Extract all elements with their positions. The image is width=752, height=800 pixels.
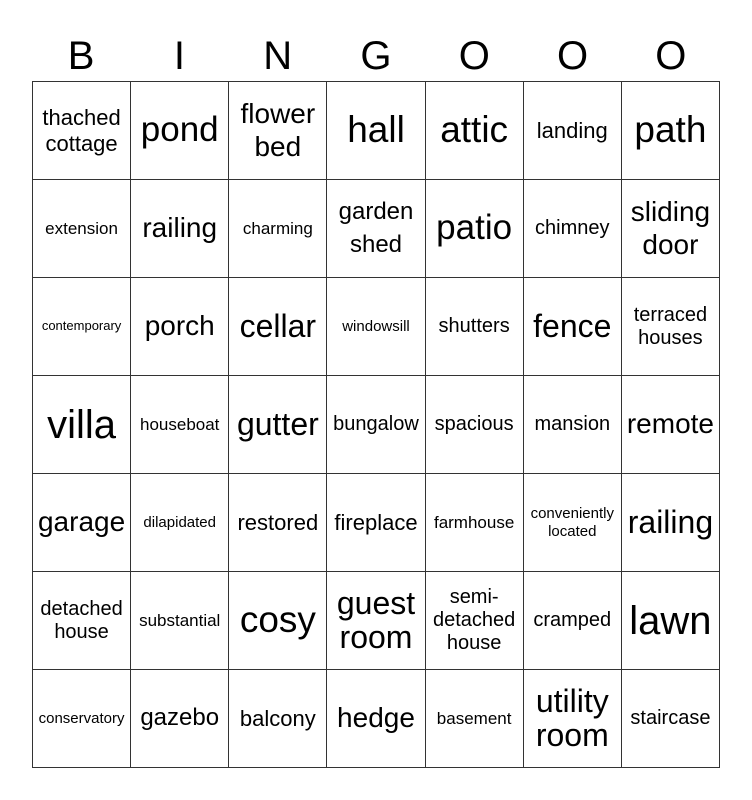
bingo-header bbox=[32, 30, 720, 82]
bingo-cell[interactable]: patio bbox=[426, 180, 524, 278]
bingo-cell[interactable]: cramped bbox=[524, 572, 622, 670]
bingo-cell[interactable]: utility room bbox=[524, 670, 622, 768]
bingo-cell[interactable]: thached cottage bbox=[33, 82, 131, 180]
bingo-cell[interactable]: farmhouse bbox=[426, 474, 524, 572]
bingo-cell[interactable]: attic bbox=[426, 82, 524, 180]
bingo-cell[interactable]: staircase bbox=[622, 670, 720, 768]
bingo-cell[interactable]: windowsill bbox=[327, 278, 425, 376]
bingo-cell[interactable]: railing bbox=[131, 180, 229, 278]
bingo-cell[interactable]: semi-detached house bbox=[426, 572, 524, 670]
bingo-cell[interactable]: contemporary bbox=[33, 278, 131, 376]
bingo-cell[interactable]: garden shed bbox=[327, 180, 425, 278]
bingo-cell[interactable]: dilapidated bbox=[131, 474, 229, 572]
bingo-cell[interactable]: charming bbox=[229, 180, 327, 278]
bingo-cell[interactable]: detached house bbox=[33, 572, 131, 670]
bingo-cell[interactable]: mansion bbox=[524, 376, 622, 474]
bingo-cell[interactable]: porch bbox=[131, 278, 229, 376]
bingo-cell[interactable]: hall bbox=[327, 82, 425, 180]
bingo-cell[interactable]: lawn bbox=[622, 572, 720, 670]
bingo-cell[interactable]: cosy bbox=[229, 572, 327, 670]
bingo-cell[interactable]: guest room bbox=[327, 572, 425, 670]
bingo-cell[interactable]: basement bbox=[426, 670, 524, 768]
bingo-cell[interactable]: bungalow bbox=[327, 376, 425, 474]
header-letter: B bbox=[67, 34, 95, 78]
bingo-cell[interactable]: balcony bbox=[229, 670, 327, 768]
bingo-cell[interactable]: remote bbox=[622, 376, 720, 474]
bingo-cell[interactable]: pond bbox=[131, 82, 229, 180]
bingo-cell[interactable]: substantial bbox=[131, 572, 229, 670]
header-letter: G bbox=[360, 34, 392, 78]
bingo-cell[interactable]: flower bed bbox=[229, 82, 327, 180]
bingo-cell[interactable]: chimney bbox=[524, 180, 622, 278]
header-letter: O bbox=[458, 34, 490, 78]
bingo-cell[interactable]: shutters bbox=[426, 278, 524, 376]
bingo-cell[interactable]: fireplace bbox=[327, 474, 425, 572]
bingo-cell[interactable]: fence bbox=[524, 278, 622, 376]
bingo-cell[interactable]: railing bbox=[622, 474, 720, 572]
bingo-cell[interactable]: gazebo bbox=[131, 670, 229, 768]
bingo-cell[interactable]: extension bbox=[33, 180, 131, 278]
bingo-cell[interactable]: villa bbox=[33, 376, 131, 474]
bingo-cell[interactable]: sliding door bbox=[622, 180, 720, 278]
header-letter: O bbox=[557, 34, 589, 78]
header-letter: I bbox=[173, 34, 185, 78]
bingo-cell[interactable]: conveniently located bbox=[524, 474, 622, 572]
bingo-cell[interactable]: gutter bbox=[229, 376, 327, 474]
header-letter: O bbox=[655, 34, 687, 78]
bingo-board bbox=[32, 81, 720, 768]
bingo-cell[interactable]: conservatory bbox=[33, 670, 131, 768]
bingo-cell[interactable]: path bbox=[622, 82, 720, 180]
bingo-cell[interactable]: garage bbox=[33, 474, 131, 572]
bingo-cell[interactable]: restored bbox=[229, 474, 327, 572]
bingo-cell[interactable]: cellar bbox=[229, 278, 327, 376]
header-letter: N bbox=[263, 34, 293, 78]
bingo-cell[interactable]: landing bbox=[524, 82, 622, 180]
bingo-cell[interactable]: spacious bbox=[426, 376, 524, 474]
bingo-cell[interactable]: hedge bbox=[327, 670, 425, 768]
bingo-cell[interactable]: terraced houses bbox=[622, 278, 720, 376]
bingo-cell[interactable]: houseboat bbox=[131, 376, 229, 474]
